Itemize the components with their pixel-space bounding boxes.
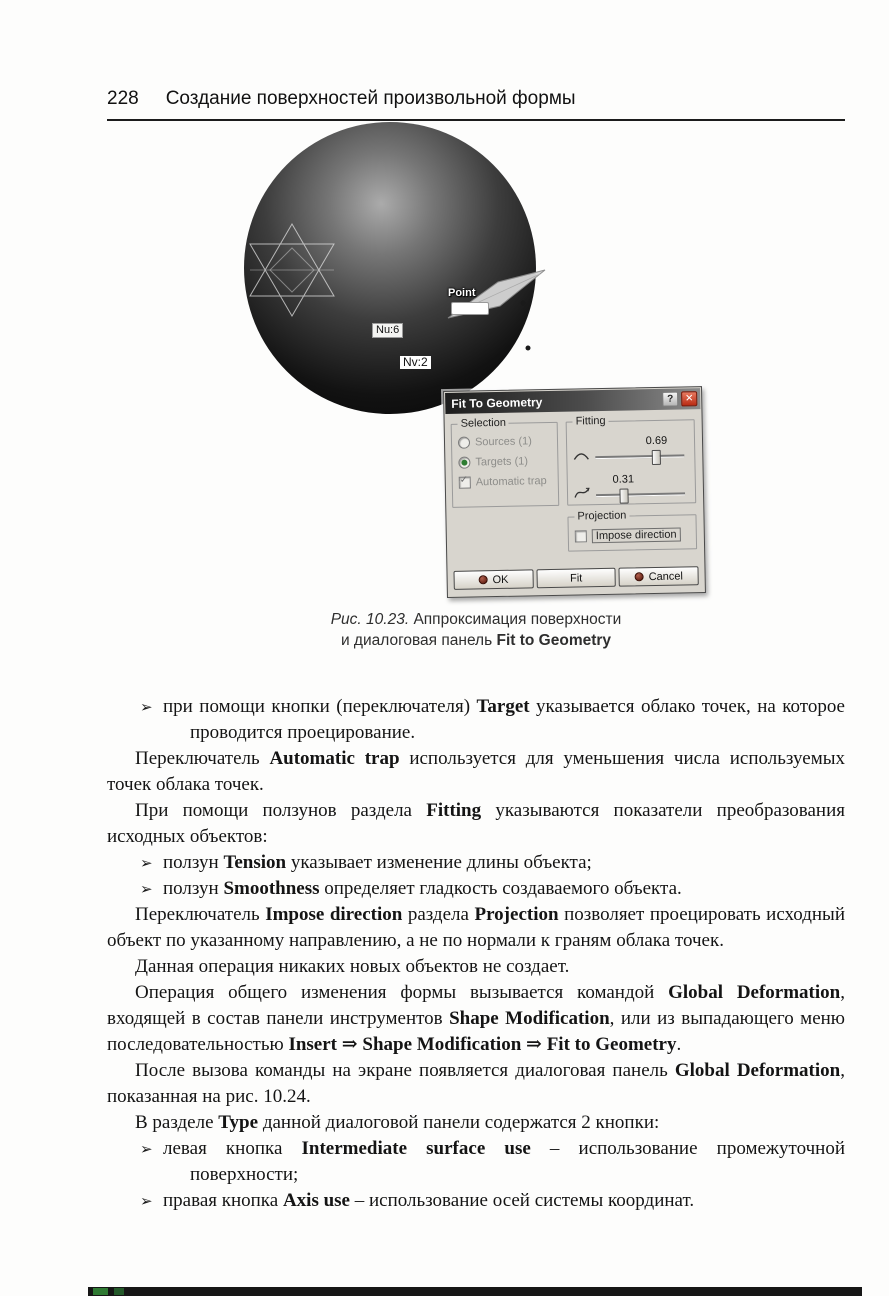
- bullet-marker-icon: ➢: [140, 1192, 153, 1210]
- scan-artifact: [93, 1288, 108, 1295]
- caption-bold: Fit to Geometry: [496, 632, 612, 649]
- slider-track[interactable]: [596, 492, 685, 497]
- fitting-legend: Fitting: [575, 414, 606, 428]
- bullet-item: ➢ правая кнопка Axis use – использование осей системы координат.: [107, 1188, 845, 1214]
- chapter-title: Создание поверхностей произвольной формы: [165, 88, 576, 109]
- sphere: [244, 122, 536, 414]
- smoothness-slider[interactable]: [596, 473, 685, 502]
- paragraph: Переключатель Automatic trap используется для уменьшения числа используемых точек облака точек.: [107, 748, 845, 795]
- tension-slider-row: [571, 431, 691, 469]
- tension-slider-thumb[interactable]: [652, 450, 661, 465]
- bullet-item: ➢ ползун Smoothness определяет гладкость создаваемого объекта.: [107, 876, 845, 902]
- selection-group: [451, 416, 560, 508]
- fit-button-label: Fit: [569, 571, 583, 585]
- paragraph: Данная операция никаких новых объектов не создает.: [135, 956, 570, 977]
- smoothness-icon: [573, 485, 591, 499]
- sources-radio[interactable]: [458, 435, 552, 449]
- slider-track[interactable]: [595, 454, 684, 459]
- selection-legend: Selection: [460, 416, 507, 430]
- smoothness-slider-row: [572, 469, 692, 507]
- ok-button-icon: [478, 575, 487, 584]
- tension-icon: [572, 447, 590, 461]
- impose-direction-label: Impose direction: [592, 528, 681, 544]
- caption-line-2: [66, 630, 886, 651]
- bullet-marker-icon: ➢: [140, 698, 153, 716]
- fit-to-geometry-dialog: [443, 386, 706, 598]
- cancel-button-label: Cancel: [648, 569, 684, 583]
- page-bottom-edge: [88, 1287, 862, 1296]
- bullet-marker-icon: ➢: [140, 854, 153, 872]
- page-header: [107, 88, 845, 121]
- paragraph: После вызова команды на экране появляется диалоговая панель Global Deformation, показанная на рис. 10.24.: [107, 1060, 845, 1107]
- cancel-button[interactable]: [619, 566, 699, 587]
- page-number: 228: [107, 88, 139, 109]
- close-icon[interactable]: ✕: [681, 391, 697, 406]
- ok-button-label: OK: [492, 573, 509, 586]
- nv-label: Nv:2: [400, 356, 431, 369]
- caption-text-1: Аппроксимация поверхности: [413, 611, 622, 628]
- cancel-button-icon: [635, 572, 644, 581]
- bullet-item: ➢ левая кнопка Intermediate surface use – использование промежуточной поверхности;: [140, 1138, 845, 1185]
- body-text: [107, 694, 845, 1214]
- tension-slider[interactable]: [595, 434, 684, 464]
- automatic-trap-checkbox[interactable]: [459, 475, 553, 489]
- caption-number: Рис. 10.23.: [330, 611, 410, 628]
- tension-slider-value: 0.69: [645, 434, 668, 448]
- targets-label: Targets (1): [475, 455, 529, 469]
- caption-text-2: и диалоговая панель: [340, 632, 493, 649]
- radio-icon[interactable]: [458, 437, 470, 449]
- targets-radio[interactable]: [458, 455, 552, 469]
- paragraph: В разделе Type данной диалоговой панели содержатся 2 кнопки:: [135, 1112, 660, 1133]
- ok-button[interactable]: [453, 569, 533, 590]
- point-tag-box: [451, 302, 489, 315]
- radio-selected-icon[interactable]: [458, 457, 470, 469]
- impose-direction-checkbox[interactable]: [575, 527, 691, 543]
- checkbox-icon[interactable]: [575, 530, 587, 542]
- projection-group: [567, 508, 697, 551]
- sources-label: Sources (1): [474, 435, 532, 449]
- dialog-title: Fit To Geometry: [451, 394, 543, 411]
- figure-caption: [66, 609, 886, 651]
- automatic-trap-label: Automatic trap: [475, 475, 547, 489]
- smoothness-slider-value: 0.31: [612, 473, 635, 486]
- point-label: Point: [448, 287, 476, 299]
- bullet-marker-icon: ➢: [140, 880, 153, 898]
- bullet-item: ➢ ползун Tension указывает изменение длины объекта;: [107, 850, 845, 876]
- bullet-marker-icon: ➢: [140, 1140, 153, 1158]
- scan-artifact: [114, 1288, 124, 1295]
- help-icon[interactable]: ?: [662, 392, 678, 407]
- point-dot-2: [526, 346, 531, 351]
- point-dot-1: [521, 301, 526, 306]
- nu-label: Nu:6: [372, 323, 403, 338]
- paragraph: Операция общего изменения формы вызывается командой Global Deformation, входящей в состав панели инструментов Shape Modification, или из выпадающего меню последовательностью Insert ⇒ Shape Modification ⇒ Fit to Geometry.: [107, 982, 846, 1055]
- paragraph: При помощи ползунов раздела Fitting указываются показатели преобразования исходных объектов:: [107, 800, 845, 847]
- bullet-item: ➢ при помощи кнопки (переключателя) Target указывается облако точек, на которое проводится проецирование.: [140, 696, 845, 743]
- caption-line-1: [66, 609, 886, 630]
- smoothness-slider-thumb[interactable]: [619, 489, 628, 504]
- projection-legend: Projection: [577, 509, 627, 523]
- dialog-buttons: [453, 566, 698, 590]
- paragraph: Переключатель Impose direction раздела Projection позволяет проецировать исходный объект по указанному направлению, а не по нормали к граням облака точек.: [107, 904, 845, 951]
- dialog-titlebar[interactable]: [445, 388, 700, 414]
- fit-button[interactable]: [536, 568, 616, 589]
- checkbox-icon[interactable]: [459, 477, 471, 489]
- fitting-group: [566, 413, 697, 505]
